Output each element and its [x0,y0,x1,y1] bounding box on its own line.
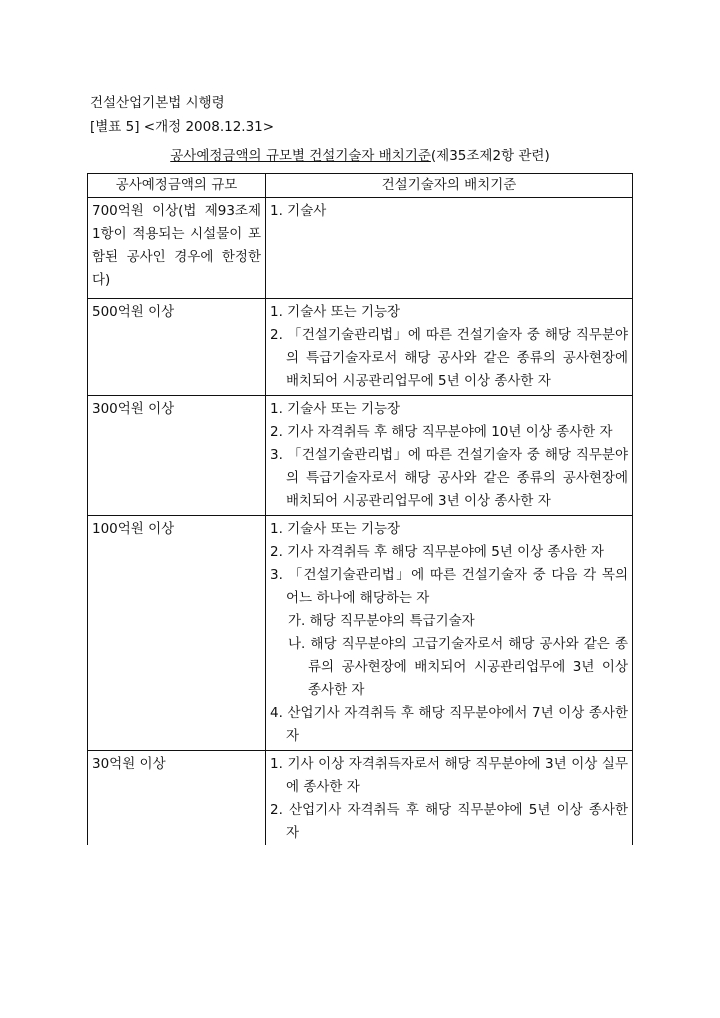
criteria-subitem: 나. 해당 직무분야의 고급기술자로서 해당 공사와 같은 종류의 공사현장에 배치되어 시공관리업무에 3년 이상 종사한 자 [288,636,628,698]
table-row [88,299,633,396]
criteria-item: 2. 기사 자격취득 후 해당 직무분야에 5년 이상 종사한 자 [270,544,604,560]
scale-text: 700억원 이상(법 제93조제1항이 적용되는 시설물이 포함된 공사인 경우에 한정한다) [92,203,261,288]
document-title [0,145,720,167]
scale-text: 500억원 이상 [92,304,175,320]
document-title-main: 공사예정금액의 규모별 건설기술자 배치기준 [170,148,431,164]
table-row [88,516,633,751]
table-header-row [88,174,633,198]
criteria-cell [266,751,633,846]
criteria-item: 2. 산업기사 자격취득 후 해당 직무분야에 5년 이상 종사한 자 [270,802,628,841]
criteria-item: 1. 기술사 또는 기능장 [270,401,401,417]
scale-cell [88,751,266,846]
criteria-item: 1. 기사 이상 자격취득자로서 해당 직무분야에 3년 이상 실무에 종사한 자 [270,756,628,795]
criteria-item: 3. 「건설기술관리법」에 따른 건설기술자 중 해당 직무분야의 특급기술자로서 해당 공사와 같은 종류의 공사현장에 배치되어 시공관리업무에 3년 이상 종사한 자 [270,447,628,509]
law-title: 건설산업기본법 시행령 [90,95,225,111]
criteria-item: 1. 기술사 또는 기능장 [270,521,401,537]
column-header-criteria: 건설기술자의 배치기준 [266,174,633,198]
placement-criteria-table [87,173,633,845]
table-row [88,198,633,299]
scale-cell [88,516,266,751]
table-row [88,396,633,516]
table-row [88,751,633,846]
criteria-item: 1. 기술사 또는 기능장 [270,304,401,320]
criteria-cell [266,516,633,751]
criteria-item: 1. 기술사 [270,203,327,219]
criteria-cell [266,396,633,516]
criteria-item: 2. 기사 자격취득 후 해당 직무분야에 10년 이상 종사한 자 [270,424,613,440]
column-header-scale: 공사예정금액의 규모 [88,174,266,198]
scale-text: 300억원 이상 [92,401,175,417]
criteria-item: 2. 「건설기술관리법」에 따른 건설기술자 중 해당 직무분야의 특급기술자로서 해당 공사와 같은 종류의 공사현장에 배치되어 시공관리업무에 5년 이상 종사한 자 [270,327,628,389]
criteria-cell [266,299,633,396]
criteria-item: 3. 「건설기술관리법」에 따른 건설기술자 중 다음 각 목의 어느 하나에 해당하는 자 [270,567,628,606]
scale-text: 30억원 이상 [92,756,166,772]
document-title-suffix: (제35조제2항 관련) [430,148,550,164]
criteria-subitem: 가. 해당 직무분야의 특급기술자 [288,613,475,629]
scale-cell [88,396,266,516]
criteria-cell [266,198,633,299]
scale-cell [88,299,266,396]
annex-label: [별표 5] <개정 2008.12.31> [90,119,275,135]
scale-cell [88,198,266,299]
scale-text: 100억원 이상 [92,521,175,537]
criteria-item: 4. 산업기사 자격취득 후 해당 직무분야에서 7년 이상 종사한 자 [270,705,628,744]
